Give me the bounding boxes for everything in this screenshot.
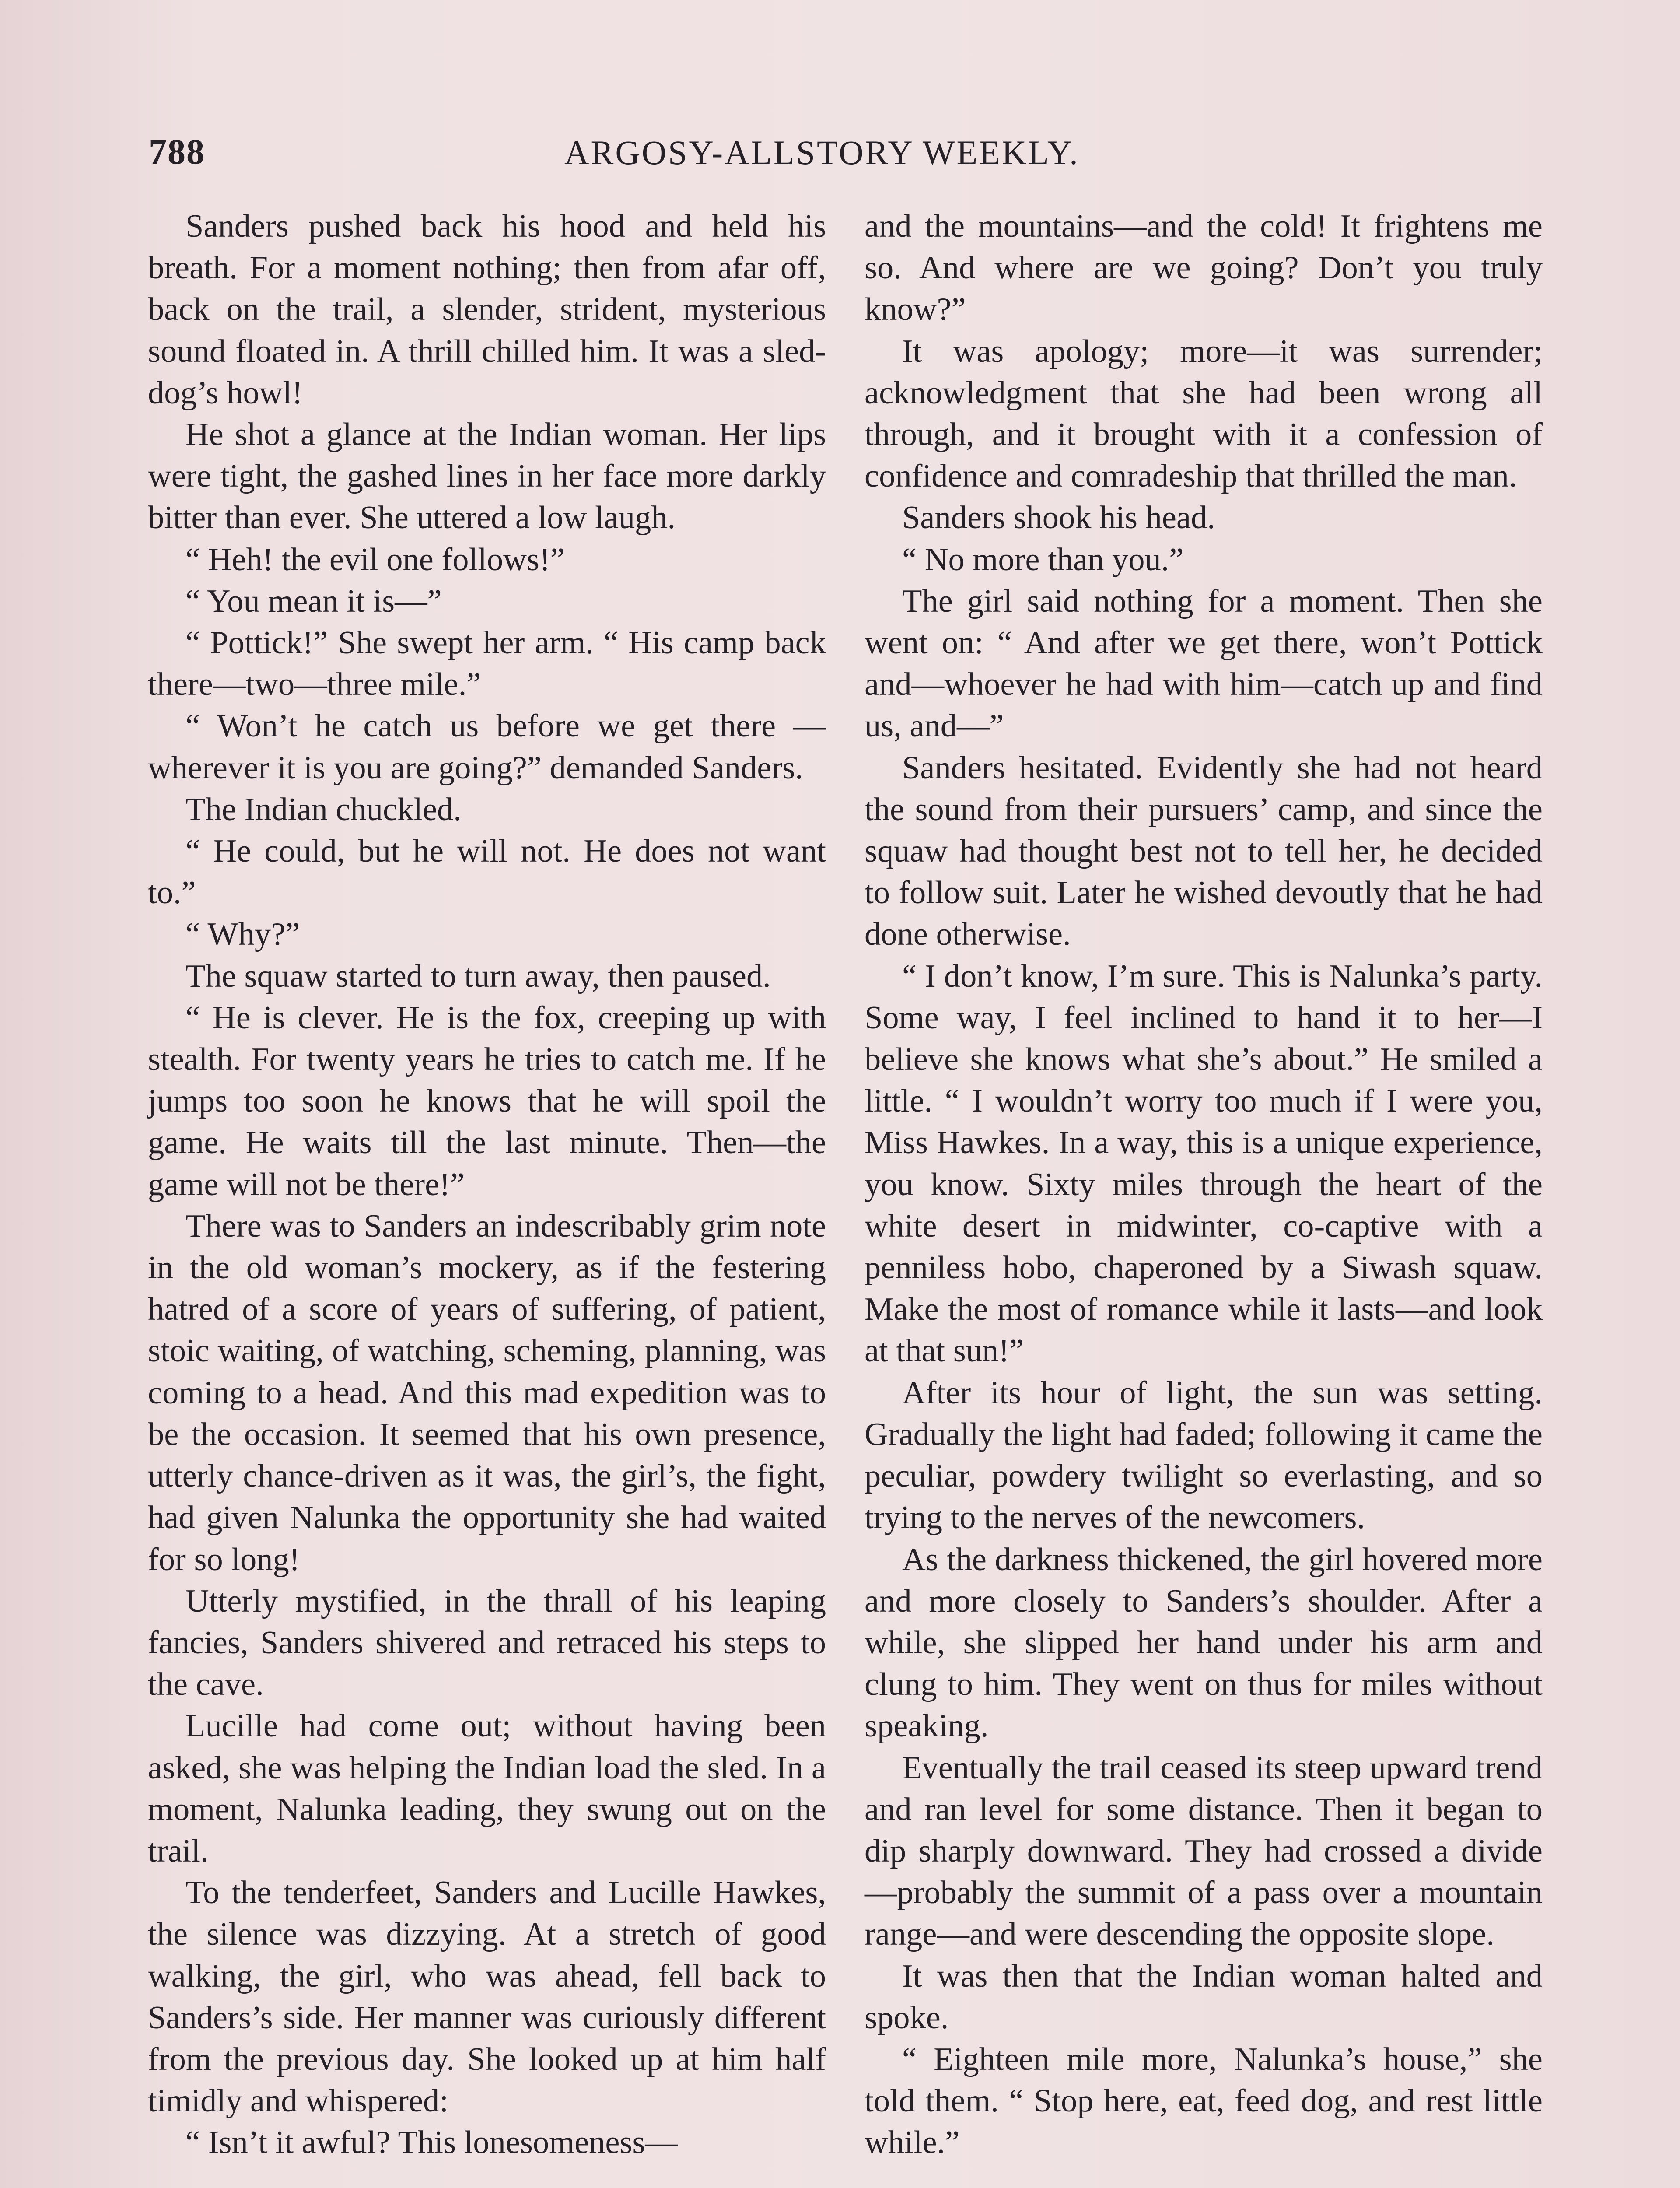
paragraph: As the darkness thickened, the girl hovered more and more closely to Sanders’s shoulder. After a while, she slipped her hand under his arm and clung to him. They went on thus for miles without speaking. <box>864 1541 1543 1744</box>
paragraph: After its hour of light, the sun was setting. Gradually the light had faded; following it came the peculiar, powdery twilight so everlasting, and so trying to the nerves of the newcomers. <box>864 1375 1543 1536</box>
paragraph: The Indian chuckled. <box>186 791 462 828</box>
paragraph: “ Pottick!” She swept her arm. “ His camp back there—two—three mile.” <box>148 625 826 703</box>
paragraph: Utterly mystified, in the thrall of his leaping fancies, Sanders shivered and retraced his steps to the cave. <box>148 1583 826 1703</box>
paragraph: “ Why?” <box>186 916 300 953</box>
paragraph: It was then that the Indian woman halted and spoke. <box>864 1958 1543 2036</box>
paragraph: “ Won’t he catch us before we get there —wherever it is you are going?” demanded Sanders. <box>148 708 826 786</box>
paragraph: “ Eighteen mile more, Nalunka’s house,” she told them. “ Stop here, eat, feed dog, and rest little while.” <box>864 2041 1543 2161</box>
page-header <box>149 131 1418 184</box>
paragraph: “ No more than you.” <box>902 541 1184 578</box>
paragraph: It was apology; more—it was surrender; acknowledgment that she had been wrong all through, and it brought with it a confession of confidence and comradeship that thrilled the man. <box>864 333 1543 494</box>
page-number: 788 <box>149 132 205 172</box>
paragraph: Sanders pushed back his hood and held his breath. For a moment nothing; then from afar off, back on the trail, a slender, strident, mysterious sound floated in. A thrill chilled him. It was a sled-dog’s howl! <box>148 208 826 411</box>
paragraph: There was to Sanders an indescribably grim note in the old woman’s mockery, as if the festering hatred of a score of years of suffering, of patient, stoic waiting, of watching, scheming, planning, was coming to a head. And this mad expedition was to be the occasion. It seemed that his own presence, utterly chance-driven as it was, the girl’s, the fight, had given Nalunka the opportunity she had waited for so long! <box>148 1208 826 1578</box>
paragraph-continued: and the mountains—and the cold! It frightens me so. And where are we going? Don’t you truly know?” <box>864 208 1543 328</box>
paragraph: “ He could, but he will not. He does not want to.” <box>148 833 826 911</box>
paragraph: Eventually the trail ceased its steep upward trend and ran level for some distance. Then it began to dip sharply downward. They had crossed a divide—probably the summit of a pass over a mountain range—and were descending the opposite slope. <box>864 1750 1543 1953</box>
paragraph: “ Isn’t it awful? This lonesomeness— <box>186 2125 678 2161</box>
running-head: ARGOSY-ALLSTORY WEEKLY. <box>564 133 1080 172</box>
paragraph: “ He is clever. He is the fox, creeping up with stealth. For twenty years he tries to catch me. If he jumps too soon he knows that he will spoil the game. He waits till the last minute. Then—the game will not be there!” <box>148 999 826 1203</box>
paragraph: To the tenderfeet, Sanders and Lucille Hawkes, the silence was dizzying. At a stretch of good walking, the girl, who was ahead, fell back to Sanders’s side. Her manner was curiously different from the previous day. She looked up at him half timidly and whispered: <box>148 1875 826 2119</box>
paragraph: He shot a glance at the Indian woman. Her lips were tight, the gashed lines in her face more darkly bitter than ever. She uttered a low laugh. <box>148 417 826 536</box>
paragraph: Sanders hesitated. Evidently she had not heard the sound from their pursuers’ camp, and since the squaw had thought best not to tell her, he decided to follow suit. Later he wished devoutly that he had done otherwise. <box>864 750 1543 953</box>
paragraph: The girl said nothing for a moment. Then she went on: “ And after we get there, won’t Pottick and—whoever he had with him—catch up and find us, and—” <box>864 583 1543 744</box>
paragraph: Lucille had come out; without having been asked, she was helping the Indian load the sled. In a moment, Nalunka leading, they swung out on the trail. <box>148 1708 826 1869</box>
right-column <box>864 206 1543 2164</box>
paragraph: Sanders shook his head. <box>902 500 1215 536</box>
paragraph: “ I don’t know, I’m sure. This is Nalunka’s party. Some way, I feel inclined to hand it to her—I believe she knows what she’s about.” He smiled a little. “ I wouldn’t worry too much if I were you, Miss Hawkes. In a way, this is a unique experience, you know. Sixty miles through the heart of the white desert in midwinter, co-captive with a penniless hobo, chaperoned by a Siwash squaw. Make the most of romance while it lasts—and look at that sun!” <box>864 958 1543 1369</box>
paragraph: The squaw started to turn away, then paused. <box>186 958 771 994</box>
paragraph: “ Heh! the evil one follows!” <box>186 541 565 578</box>
paragraph: “ You mean it is—” <box>186 583 442 619</box>
left-column <box>148 206 826 2164</box>
